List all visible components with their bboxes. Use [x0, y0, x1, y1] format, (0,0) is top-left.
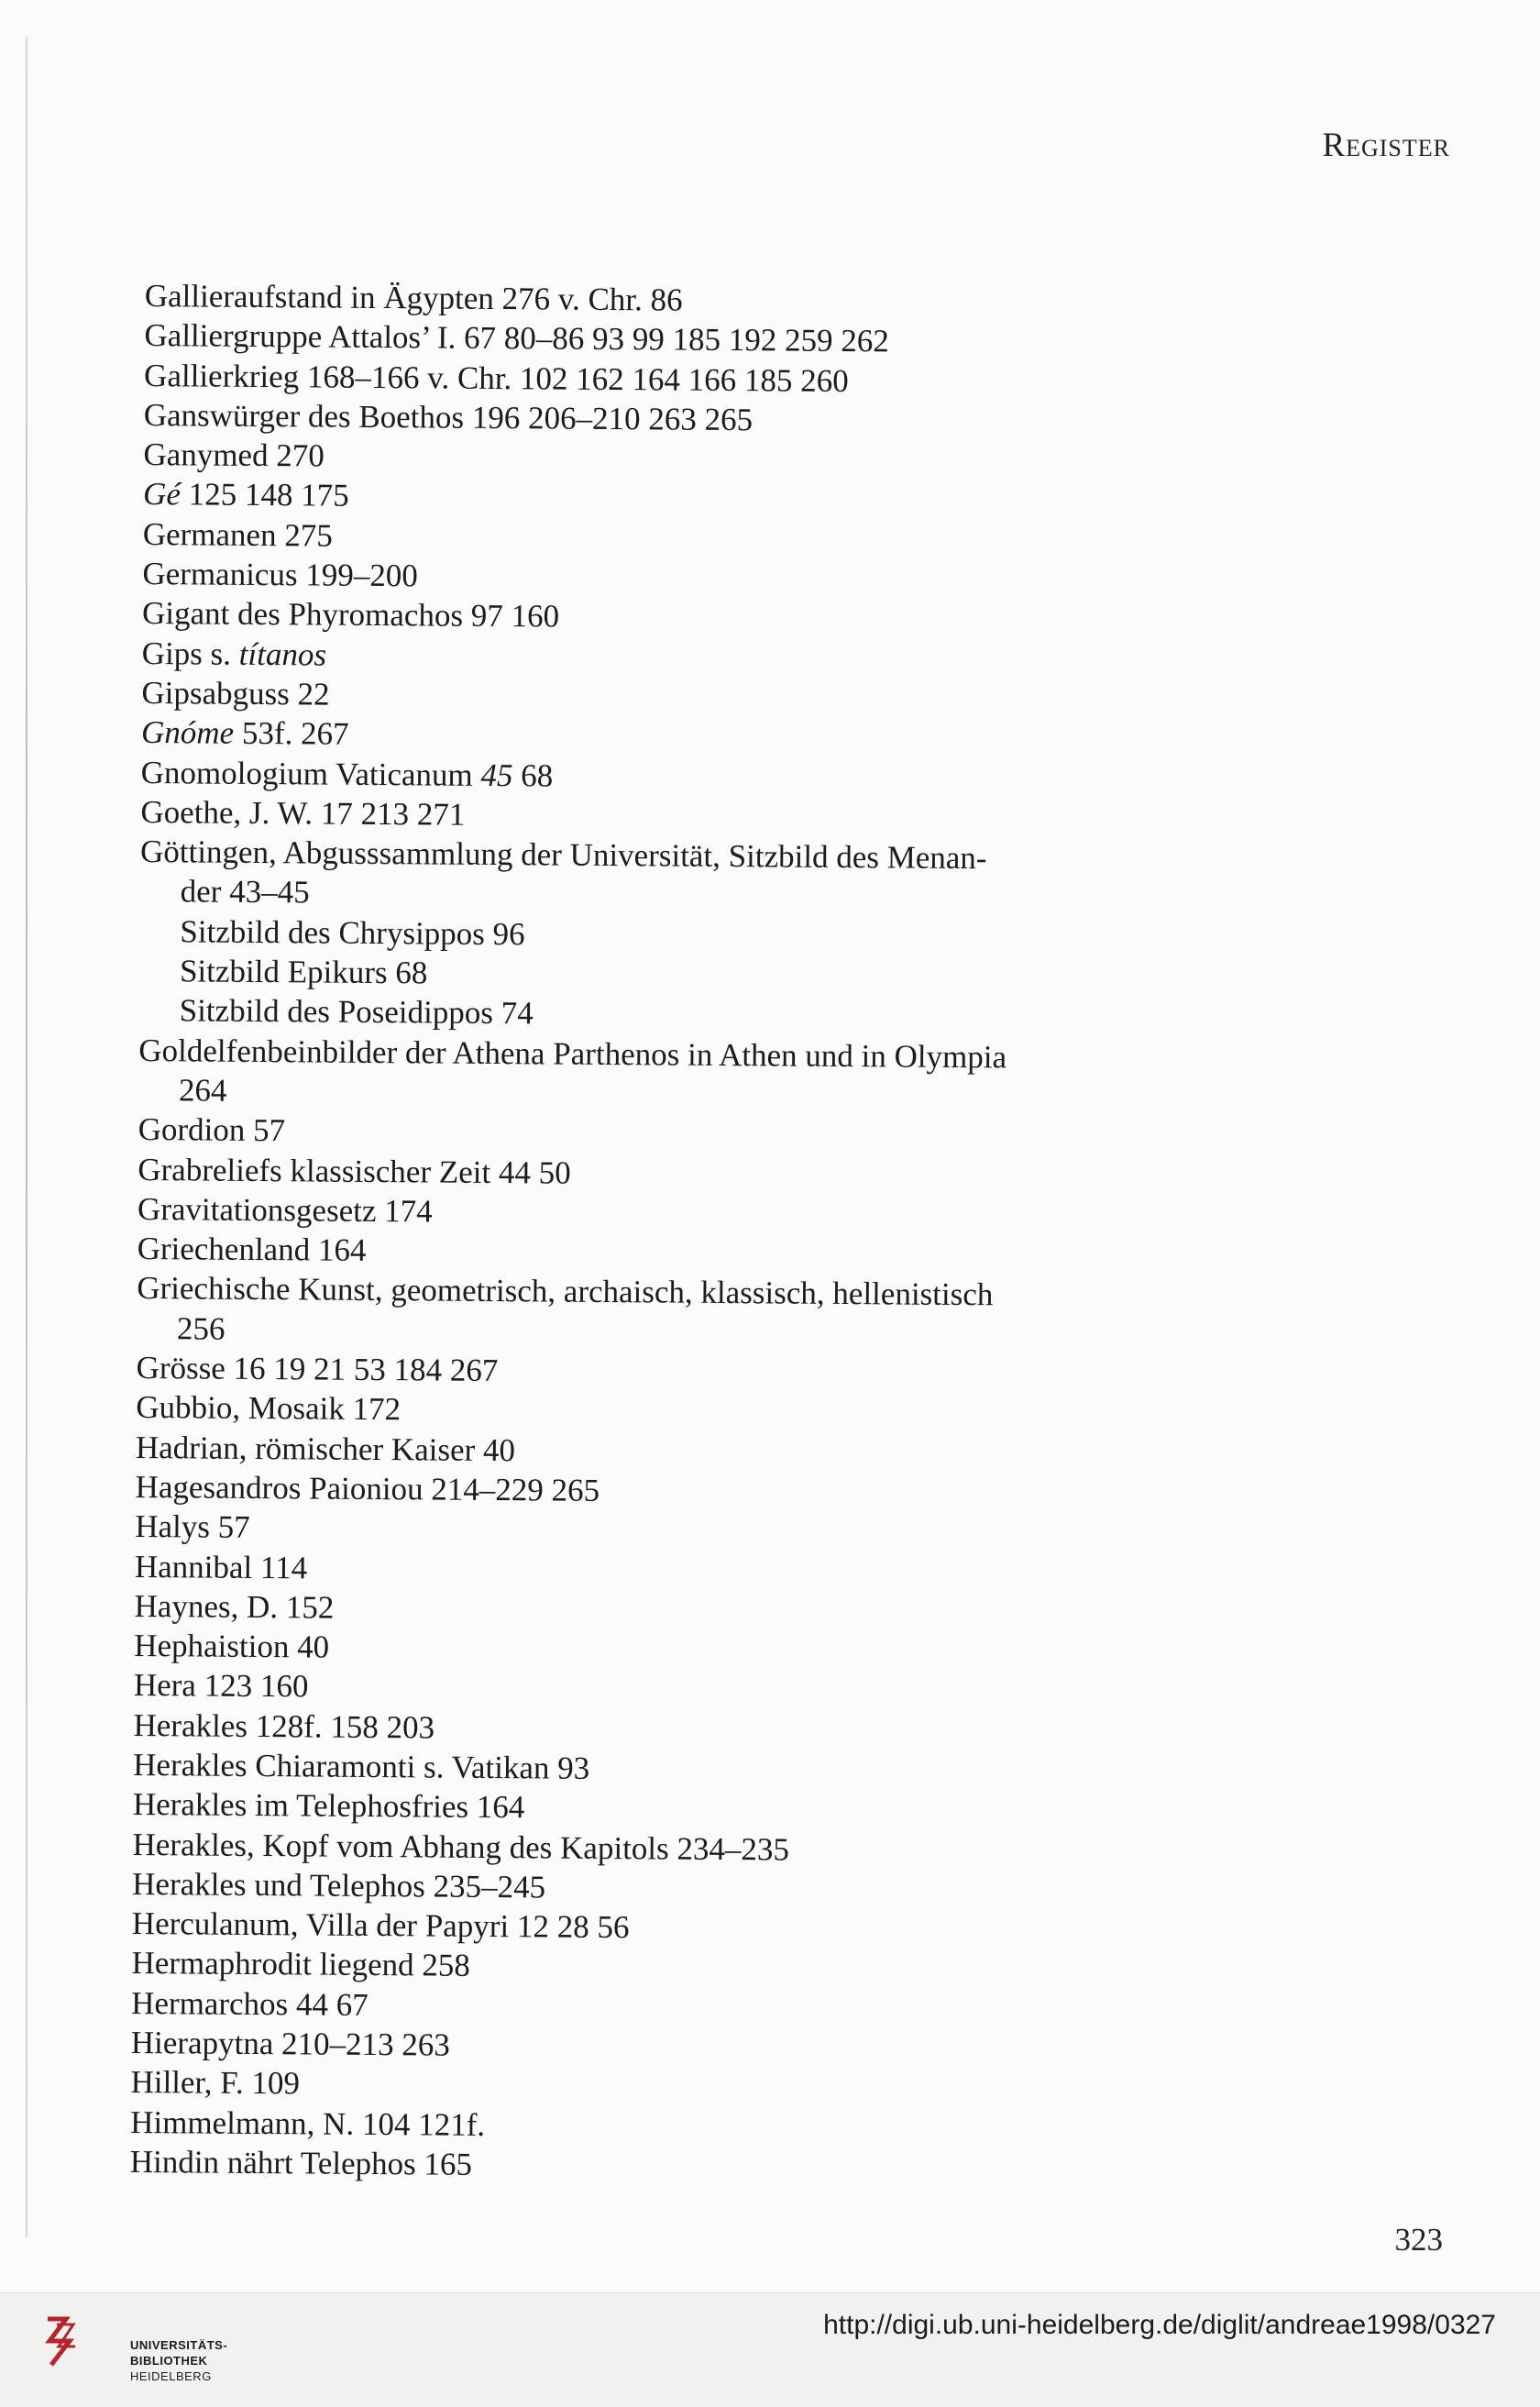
- italic-term: Gnóme: [140, 714, 235, 752]
- index-entry: Hera 123 160: [133, 1667, 309, 1705]
- index-entry: Gigant des Phyromachos 97 160: [141, 595, 560, 635]
- index-entry: Gravitationsgesetz 174: [137, 1190, 433, 1230]
- index-entry: Griechenland 164: [137, 1231, 367, 1269]
- index-entry: Goethe, J. W. 17 213 271: [140, 793, 466, 833]
- binding-edge: [26, 37, 28, 2237]
- logo-text: [130, 2337, 227, 2384]
- index-entry: Hagesandros Paioniou 214–229 265: [135, 1468, 600, 1508]
- index-entry: Hermarchos 44 67: [131, 1984, 368, 2023]
- page-number: 323: [1394, 2222, 1443, 2258]
- permalink-url[interactable]: http://digi.ub.uni-heidelberg.de/diglit/andreae1998/0327: [823, 2310, 1496, 2340]
- entry-continuation: der 43–45: [180, 873, 310, 911]
- index-entry: Gé 125 148 175: [142, 476, 349, 514]
- index-entry: Gallieraufstand in Ägypten 276 v. Chr. 86: [144, 277, 683, 318]
- entry-continuation: 264: [178, 1072, 227, 1109]
- index-entry: Germanicus 199–200: [142, 556, 418, 594]
- index-entry: Germanen 275: [142, 515, 333, 554]
- index-entry: Gnomologium Vaticanum 45 68: [140, 754, 554, 794]
- index-entry: Hadrian, römischer Kaiser 40: [135, 1429, 516, 1468]
- index-entry: Herakles Chiaramonti s. Vatikan 93: [133, 1746, 590, 1786]
- logo-line: HEIDELBERG: [130, 2369, 212, 2383]
- library-logo[interactable]: [42, 2312, 228, 2385]
- index-entry: Grabreliefs klassischer Zeit 44 50: [138, 1151, 571, 1191]
- index-entry: Ganymed 270: [143, 436, 324, 474]
- italic-term: Gé: [142, 476, 182, 513]
- index-entry: Haynes, D. 152: [134, 1587, 335, 1626]
- index-entry: Goldelfenbeinbilder der Athena Parthenos in Athen und in Olympia 264: [138, 1031, 1129, 1118]
- italic-term: 45: [480, 756, 513, 793]
- index-subentry: Sitzbild des Poseidippos 74: [179, 992, 534, 1032]
- logo-line: UNIVERSITÄTS-: [130, 2338, 228, 2352]
- index-entry: Hephaistion 40: [134, 1628, 330, 1665]
- entry-continuation: 256: [176, 1310, 226, 1347]
- index-entry: Herculanum, Villa der Papyri 12 28 56: [131, 1905, 630, 1946]
- index-entry: Herakles, Kopf vom Abhang des Kapitols 234–235: [132, 1826, 790, 1868]
- index-subentry: Sitzbild des Chrysippos 96: [180, 913, 525, 953]
- library-emblem-icon: [42, 2312, 79, 2376]
- index-entry: Gipsabguss 22: [141, 674, 330, 712]
- index-entry: Hannibal 114: [134, 1548, 308, 1585]
- index-entry: Gordion 57: [138, 1111, 286, 1149]
- index-entry: Hindin nährt Telephos 165: [129, 2143, 473, 2182]
- index-entry: Hermaphrodit liegend 258: [131, 1945, 471, 1984]
- index-entry: Gallierkrieg 168–166 v. Chr. 102 162 164 166 185 260: [143, 357, 849, 399]
- index-entry: Hiller, F. 109: [130, 2064, 301, 2102]
- index-entry: Halys 57: [135, 1508, 250, 1546]
- index-entry: Galliergruppe Attalos’ I. 67 80–86 93 99 185 192 259 262: [144, 317, 889, 359]
- logo-line: BIBLIOTHEK: [130, 2354, 208, 2368]
- index-entry: Grösse 16 19 21 53 184 267: [136, 1349, 499, 1389]
- index-entry: Herakles im Telephosfries 164: [132, 1786, 525, 1826]
- register-entries: [130, 276, 1135, 2190]
- italic-term: títanos: [238, 635, 327, 673]
- index-entry: Gnóme 53f. 267: [140, 714, 349, 753]
- index-entry: Herakles und Telephos 235–245: [132, 1865, 546, 1905]
- index-entry: Göttingen, Abgusssammlung der Universität, Sitzbild des Menan- der 43–45: [140, 832, 1131, 919]
- index-entry: Himmelmann, N. 104 121f.: [130, 2103, 486, 2143]
- index-entry: Griechische Kunst, geometrisch, archaisch, klassisch, hellenistisch 256: [137, 1268, 1128, 1355]
- index-entry: Herakles 128f. 158 203: [133, 1706, 435, 1746]
- index-entry: Hierapytna 210–213 263: [130, 2025, 450, 2063]
- index-subentry: Sitzbild Epikurs 68: [179, 953, 428, 991]
- index-entry: Ganswürger des Boethos 196 206–210 263 265: [143, 396, 754, 438]
- index-entry: Gubbio, Mosaik 172: [136, 1389, 402, 1428]
- running-header: Register: [1322, 127, 1450, 164]
- footer-bar: [0, 2292, 1540, 2407]
- index-entry: Gips s. títanos: [141, 635, 327, 673]
